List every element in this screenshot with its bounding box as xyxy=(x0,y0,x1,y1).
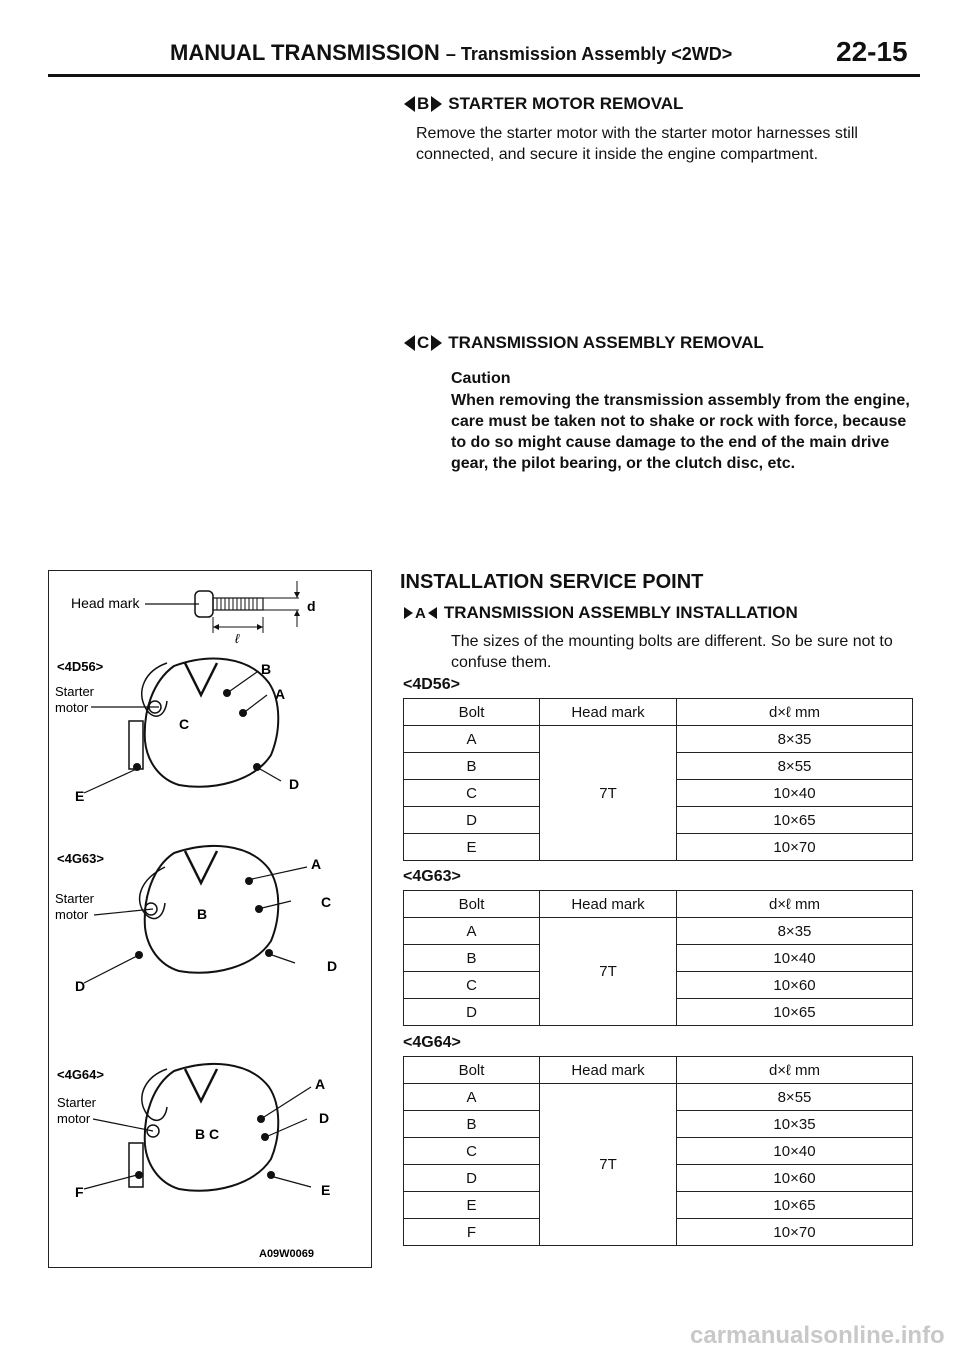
page-number: 22-15 xyxy=(836,36,908,67)
header-bolt: Bolt xyxy=(404,1057,540,1084)
bolt-table-4d56 xyxy=(403,698,913,861)
size-cell: 10×40 xyxy=(677,945,913,972)
starter-label: Starter xyxy=(55,684,95,699)
left-triangle-icon xyxy=(428,607,437,619)
header-head-mark: Head mark xyxy=(540,891,677,918)
bolt-a-label: A xyxy=(275,686,286,702)
page-header-title xyxy=(170,40,732,66)
right-triangle-icon xyxy=(404,607,413,619)
left-triangle-icon xyxy=(404,335,415,351)
table-4d56-label: <4D56> xyxy=(403,676,460,693)
size-cell: 8×55 xyxy=(677,1084,913,1111)
bolt-b-label: B xyxy=(261,661,272,677)
head-mark-cell: 7T xyxy=(540,726,677,861)
bolt-c-label: C xyxy=(179,716,190,732)
install-body: The sizes of the mounting bolts are different. So be sure not to confuse them. xyxy=(451,633,893,671)
header-head-mark: Head mark xyxy=(540,1057,677,1084)
l-dimension-label: ℓ xyxy=(235,631,240,646)
diagram-4g64 xyxy=(57,1064,330,1200)
table-4g63-label: <4G63> xyxy=(403,868,461,885)
engine-4g63-label: <4G63> xyxy=(57,851,104,866)
starter-label: Starter xyxy=(55,891,95,906)
header-head-mark: Head mark xyxy=(540,699,677,726)
table-4g64-label: <4G64> xyxy=(403,1034,461,1051)
size-cell: 10×35 xyxy=(677,1111,913,1138)
bolt-table-4g64 xyxy=(403,1056,913,1246)
bolt-diagram-svg xyxy=(49,571,371,1267)
bolt-d-left-label: D xyxy=(75,978,86,994)
bolt-f-label: F xyxy=(75,1184,84,1200)
bolt-bc-label: B C xyxy=(195,1126,220,1142)
table-header-row xyxy=(404,1057,913,1084)
header-size: d×ℓ mm xyxy=(677,699,913,726)
size-cell: 8×35 xyxy=(677,726,913,753)
table-row xyxy=(404,1084,913,1111)
figure-code: A09W0069 xyxy=(259,1248,315,1260)
bolt-table-4g63 xyxy=(403,890,913,1026)
bolt-d-label: D xyxy=(289,776,300,792)
header-title-main: MANUAL TRANSMISSION xyxy=(170,40,440,65)
bolt-cell: D xyxy=(404,999,540,1026)
motor-label: motor xyxy=(57,1111,91,1126)
engine-4g64-label: <4G64> xyxy=(57,1067,104,1082)
install-section-title: INSTALLATION SERVICE POINT xyxy=(400,571,704,593)
size-cell: 8×55 xyxy=(677,753,913,780)
header-size: d×ℓ mm xyxy=(677,891,913,918)
head-mark-label: Head mark xyxy=(71,595,140,611)
motor-label: motor xyxy=(55,907,89,922)
bolt-cell: C xyxy=(404,1138,540,1165)
header-bolt: Bolt xyxy=(404,699,540,726)
starter-removal-heading xyxy=(404,94,683,114)
bolt-b-label: B xyxy=(197,906,208,922)
size-cell: 10×70 xyxy=(677,1219,913,1246)
header-bolt: Bolt xyxy=(404,891,540,918)
starter-removal-body: Remove the starter motor with the starter motor harnesses still connected, and secure it inside the engine compartment. xyxy=(416,125,858,163)
bolt-cell: A xyxy=(404,918,540,945)
bolt-cell: E xyxy=(404,834,540,861)
starter-removal-heading-text: STARTER MOTOR REMOVAL xyxy=(448,94,684,113)
head-mark-cell: 7T xyxy=(540,1084,677,1246)
diagram-4d56 xyxy=(55,659,299,804)
table-row xyxy=(404,726,913,753)
bolt-cell: C xyxy=(404,972,540,999)
table-header-row xyxy=(404,891,913,918)
bolt-d-label: D xyxy=(327,958,338,974)
install-heading-text: TRANSMISSION ASSEMBLY INSTALLATION xyxy=(443,603,798,622)
header-size: d×ℓ mm xyxy=(677,1057,913,1084)
table-header-row xyxy=(404,699,913,726)
size-cell: 8×35 xyxy=(677,918,913,945)
caution-label: Caution xyxy=(451,370,511,387)
bolt-a-label: A xyxy=(311,856,322,872)
header-title-sub: – Transmission Assembly <2WD> xyxy=(445,44,733,64)
starter-label: Starter xyxy=(57,1095,97,1110)
install-marker: A xyxy=(415,604,426,622)
bolt-cell: A xyxy=(404,726,540,753)
size-cell: 10×60 xyxy=(677,1165,913,1192)
trans-removal-marker: C xyxy=(417,333,430,352)
right-triangle-icon xyxy=(431,96,442,112)
bolt-cell: B xyxy=(404,753,540,780)
install-heading xyxy=(404,603,798,623)
table-row xyxy=(404,918,913,945)
bolt-a-label: A xyxy=(315,1076,326,1092)
bolt-cell: E xyxy=(404,1192,540,1219)
bolt-location-figure xyxy=(48,570,372,1268)
bolt-cell: B xyxy=(404,945,540,972)
left-triangle-icon xyxy=(404,96,415,112)
engine-4d56-label: <4D56> xyxy=(57,659,104,674)
bolt-d-label: D xyxy=(319,1110,330,1126)
trans-removal-heading-text: TRANSMISSION ASSEMBLY REMOVAL xyxy=(448,333,764,352)
size-cell: 10×70 xyxy=(677,834,913,861)
header-rule xyxy=(48,74,920,77)
size-cell: 10×65 xyxy=(677,999,913,1026)
bolt-cell: D xyxy=(404,1165,540,1192)
starter-removal-marker: B xyxy=(417,94,430,113)
bolt-e-label: E xyxy=(75,788,85,804)
size-cell: 10×65 xyxy=(677,1192,913,1219)
bolt-cell: F xyxy=(404,1219,540,1246)
bolt-cell: A xyxy=(404,1084,540,1111)
size-cell: 10×65 xyxy=(677,807,913,834)
size-cell: 10×40 xyxy=(677,1138,913,1165)
head-mark-cell: 7T xyxy=(540,918,677,1026)
bolt-cell: C xyxy=(404,780,540,807)
watermark: carmanualsonline.info xyxy=(690,1322,945,1349)
size-cell: 10×40 xyxy=(677,780,913,807)
bolt-thread xyxy=(213,598,263,610)
motor-label: motor xyxy=(55,700,89,715)
bolt-cell: D xyxy=(404,807,540,834)
bolt-cell: B xyxy=(404,1111,540,1138)
trans-removal-heading xyxy=(404,333,764,353)
d-dimension-label: d xyxy=(307,598,316,614)
bolt-e-label: E xyxy=(321,1182,331,1198)
diagram-4g63 xyxy=(55,846,337,994)
size-cell: 10×60 xyxy=(677,972,913,999)
bolt-c-label: C xyxy=(321,894,332,910)
caution-text: When removing the transmission assembly from the engine, care must be taken not to shake or rock with force, because to do so might cause damage to the end of the main drive gear, the pilot bearing, or the clutch disc, etc. xyxy=(451,392,910,472)
right-triangle-icon xyxy=(431,335,442,351)
